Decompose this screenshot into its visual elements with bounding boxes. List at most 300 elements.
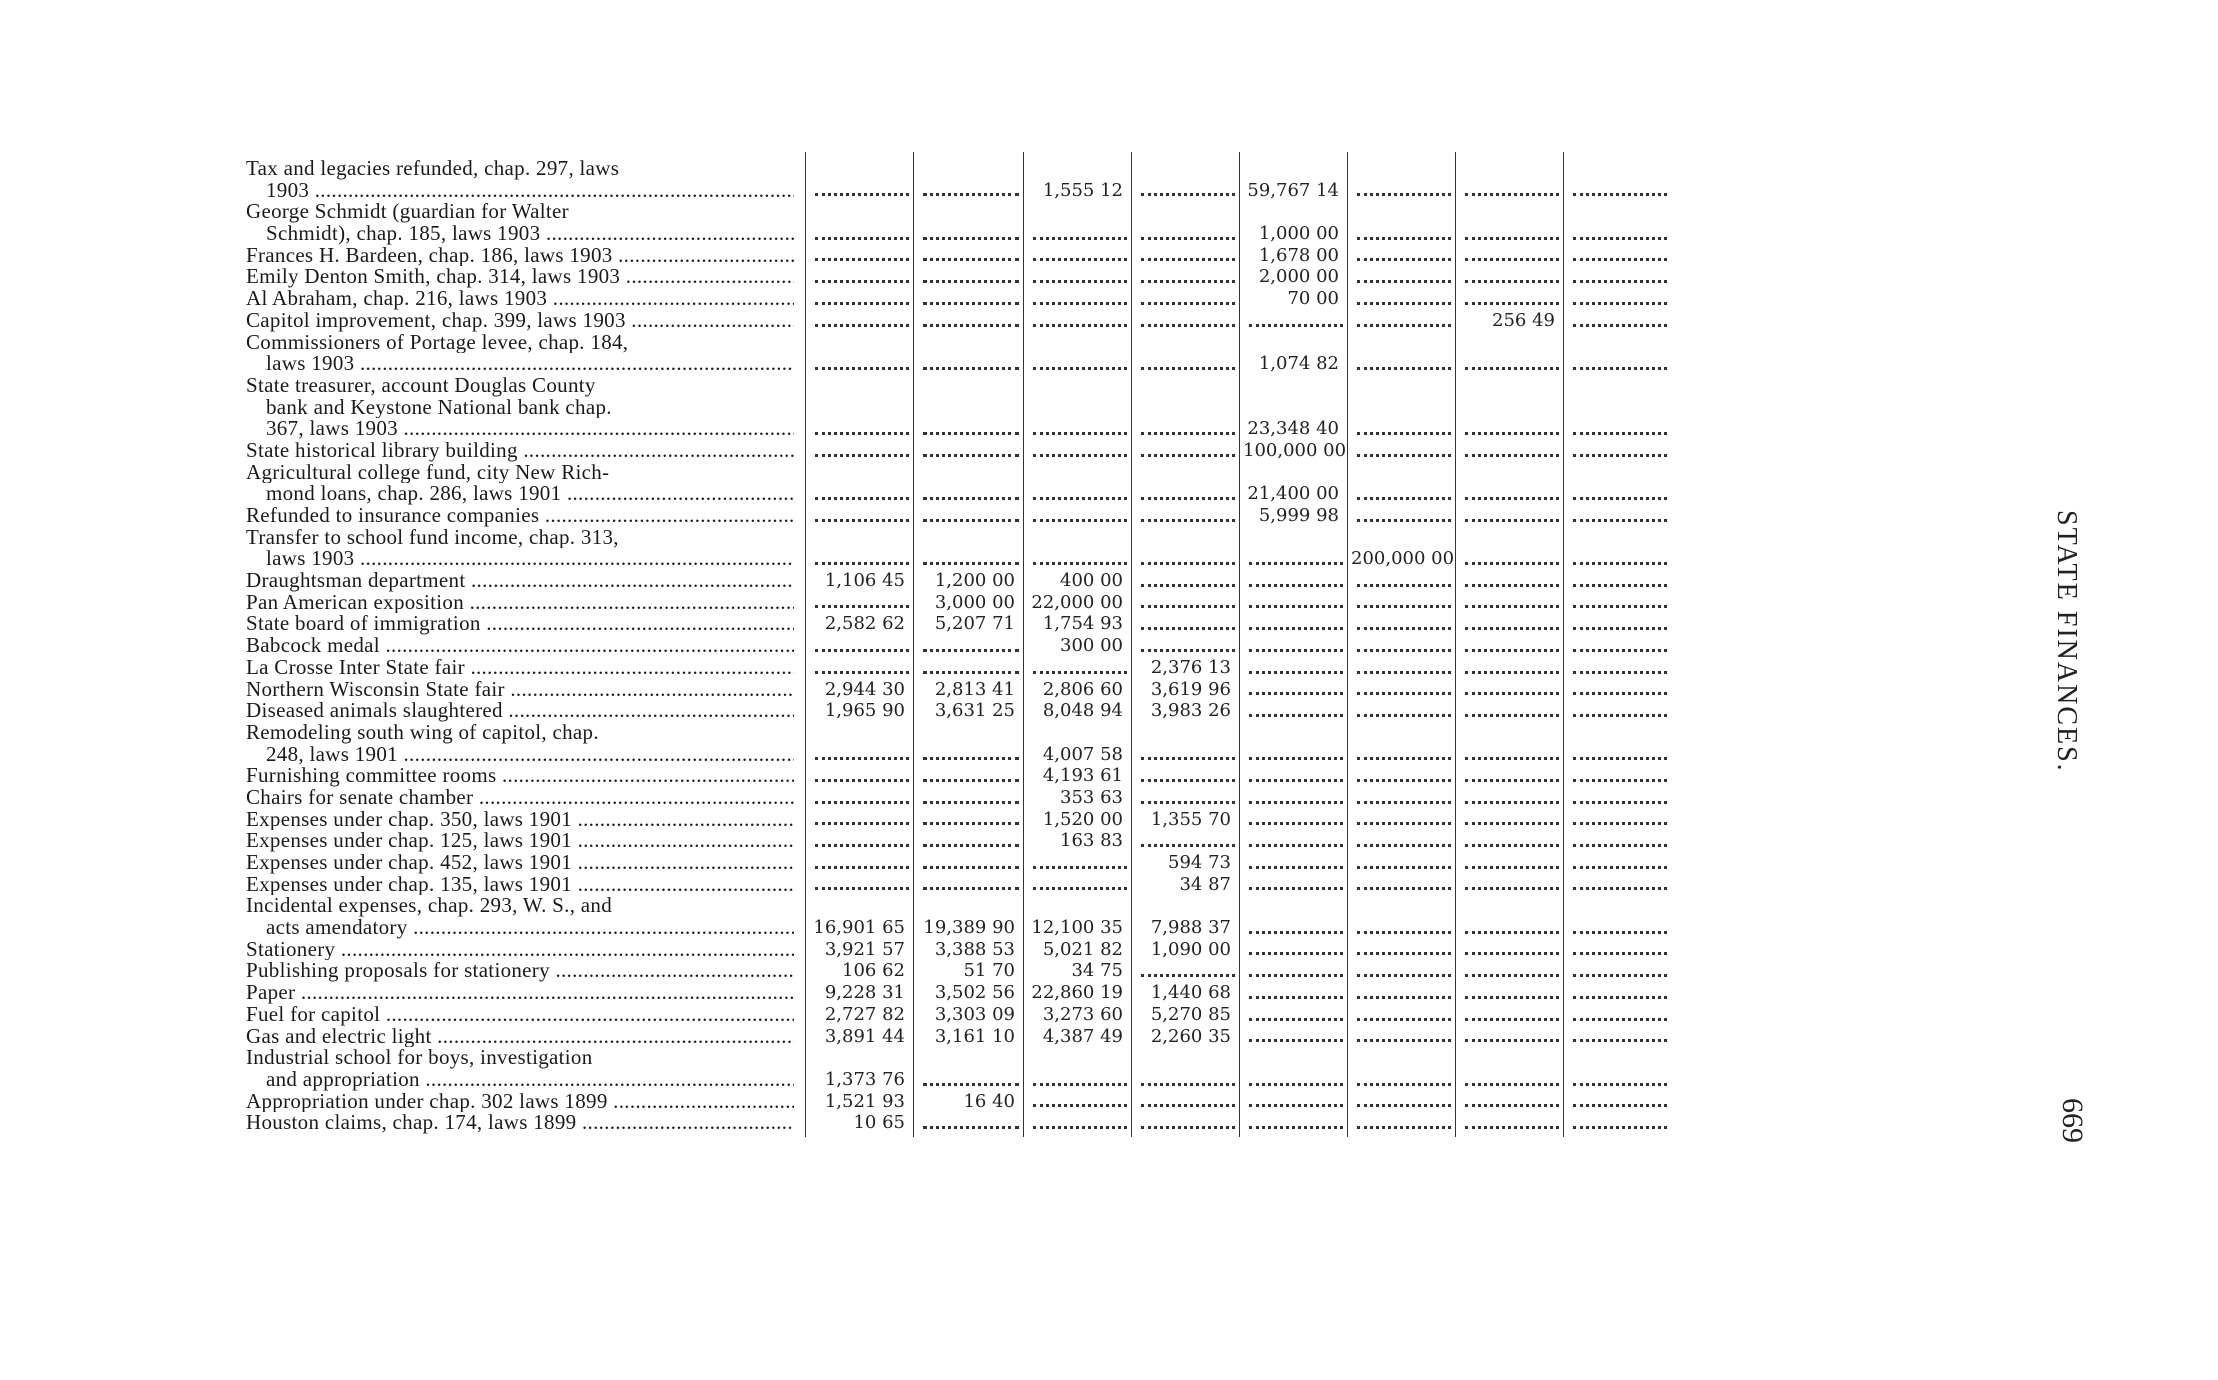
dot-leader: [1351, 613, 1459, 635]
row-label: Al Abraham, chap. 216, laws 1903 .....: [246, 288, 794, 310]
row-label: Frances H. Bardeen, chap. 186, laws 1903 .....: [246, 245, 794, 267]
table-row: [246, 483, 2016, 505]
amount-cell: [1567, 1047, 1675, 1069]
dot-leader: [1027, 440, 1135, 462]
amount-cell: 200,000 00: [1351, 548, 1455, 570]
dot-leader: [1567, 180, 1675, 202]
row-label: Expenses under chap. 350, laws 1901 .....: [246, 809, 794, 831]
table-row: [246, 613, 2016, 635]
amount-cell: [917, 722, 1027, 744]
dot-leader: [1459, 440, 1567, 462]
dot-leader: [917, 874, 1027, 896]
dot-leader: [917, 744, 1027, 766]
amount-cell: [917, 397, 1027, 419]
row-label: Gas and electric light .....: [246, 1026, 794, 1048]
dot-leader: [1135, 1091, 1243, 1113]
dot-leader: [1351, 592, 1459, 614]
row-label: State treasurer, account Douglas County: [246, 374, 596, 397]
dot-leader: [1135, 483, 1243, 505]
table-row: [246, 1026, 2016, 1048]
dot-leader: [1027, 852, 1135, 874]
dot-leader: [809, 353, 917, 375]
amount-cell: [809, 895, 917, 917]
amount-cell: [1027, 462, 1135, 484]
dot-leader: [1243, 1091, 1351, 1113]
table-row: [246, 809, 2016, 831]
amount-cell: 2,727 82: [824, 1003, 905, 1025]
dot-leader: [1567, 809, 1675, 831]
amount-cell: [1027, 201, 1135, 223]
amount-cell: 106 62: [842, 960, 905, 982]
amount-cell: [1243, 397, 1351, 419]
row-label: Fuel for capitol .....: [246, 1004, 794, 1026]
table-row: [246, 548, 2016, 570]
dot-leader: [1459, 570, 1567, 592]
dot-leader: [1459, 765, 1567, 787]
table-row: [246, 657, 2016, 679]
table-row: [246, 332, 2016, 354]
table-row: [246, 895, 2016, 917]
row-label: Diseased animals slaughtered .....: [246, 700, 794, 722]
amount-cell: [809, 397, 917, 419]
amount-cell: 1,090 00: [1150, 938, 1231, 960]
amount-cell: [917, 332, 1027, 354]
dot-leader: [1351, 223, 1459, 245]
amount-cell: [917, 895, 1027, 917]
dot-leader: [1567, 1069, 1675, 1091]
amount-cell: 300 00: [1060, 635, 1123, 657]
amount-cell: 4,387 49: [1042, 1025, 1123, 1047]
amount-cell: 1,754 93: [1042, 613, 1123, 635]
dot-leader: [1459, 657, 1567, 679]
amount-cell: [917, 201, 1027, 223]
amount-cell: 34 87: [1179, 873, 1231, 895]
dot-leader: [1027, 505, 1135, 527]
dot-leader: [809, 440, 917, 462]
dot-leader: [1567, 1004, 1675, 1026]
dot-leader: [1135, 180, 1243, 202]
row-label: Furnishing committee rooms .....: [246, 765, 794, 787]
dot-leader: [1027, 1069, 1135, 1091]
dot-leader: [1135, 635, 1243, 657]
amount-cell: 1,555 12: [1042, 179, 1123, 201]
dot-leader: [1135, 288, 1243, 310]
row-label: Expenses under chap. 125, laws 1901 .....: [246, 830, 794, 852]
amount-cell: 5,207 71: [934, 613, 1015, 635]
amount-cell: [1027, 722, 1135, 744]
amount-cell: [1243, 895, 1351, 917]
amount-cell: 1,074 82: [1258, 353, 1339, 375]
amount-cell: [1567, 375, 1675, 397]
dot-leader: [1567, 874, 1675, 896]
dot-leader: [917, 809, 1027, 831]
amount-cell: [809, 1047, 917, 1069]
amount-cell: 256 49: [1492, 309, 1555, 331]
dot-leader: [1243, 917, 1351, 939]
dot-leader: [1135, 787, 1243, 809]
table-row: [246, 462, 2016, 484]
amount-cell: 3,303 09: [934, 1003, 1015, 1025]
table-row: [246, 1069, 2016, 1091]
dot-leader: [1135, 744, 1243, 766]
amount-cell: [1459, 527, 1567, 549]
dot-leader: [1567, 266, 1675, 288]
row-label: Capitol improvement, chap. 399, laws 1903 .....: [246, 310, 794, 332]
amount-cell: 163 83: [1060, 830, 1123, 852]
amount-cell: [1351, 375, 1459, 397]
dot-leader: [1351, 505, 1459, 527]
dot-leader: [1459, 483, 1567, 505]
dot-leader: [917, 505, 1027, 527]
amount-cell: 353 63: [1060, 786, 1123, 808]
amount-cell: 22,000 00: [1031, 591, 1123, 613]
table-row: [246, 744, 2016, 766]
dot-leader: [1351, 440, 1459, 462]
row-label: Stationery .....: [246, 939, 794, 961]
amount-cell: [1243, 722, 1351, 744]
amount-cell: 1,965 90: [824, 700, 905, 722]
amount-cell: 4,193 61: [1042, 765, 1123, 787]
dot-leader: [1567, 310, 1675, 332]
table-row: [246, 592, 2016, 614]
dot-leader: [1243, 310, 1351, 332]
amount-cell: [1459, 722, 1567, 744]
row-label: and appropriation .....: [246, 1069, 794, 1091]
amount-cell: 10 65: [853, 1112, 905, 1134]
dot-leader: [917, 635, 1027, 657]
amount-cell: 3,273 60: [1042, 1003, 1123, 1025]
dot-leader: [1351, 1004, 1459, 1026]
amount-cell: 19,389 90: [923, 917, 1015, 939]
dot-leader: [1459, 852, 1567, 874]
table-row: [246, 635, 2016, 657]
amount-cell: [1135, 332, 1243, 354]
dot-leader: [1459, 939, 1567, 961]
dot-leader: [1351, 744, 1459, 766]
dot-leader: [1567, 679, 1675, 701]
dot-leader: [1135, 765, 1243, 787]
page-number: 669: [2056, 1098, 2089, 1143]
table-row: [246, 288, 2016, 310]
table-row: [246, 397, 2016, 419]
amount-cell: 1,200 00: [934, 570, 1015, 592]
table-row: [246, 1112, 2016, 1134]
amount-cell: [1567, 158, 1675, 180]
dot-leader: [917, 245, 1027, 267]
row-label: mond loans, chap. 286, laws 1901 .....: [246, 483, 794, 505]
dot-leader: [1135, 1069, 1243, 1091]
table-row: [246, 353, 2016, 375]
dot-leader: [917, 548, 1027, 570]
dot-leader: [809, 223, 917, 245]
amount-cell: [809, 201, 917, 223]
dot-leader: [1459, 679, 1567, 701]
row-label: State board of immigration .....: [246, 613, 794, 635]
dot-leader: [917, 852, 1027, 874]
amount-cell: 2,000 00: [1258, 266, 1339, 288]
running-head: STATE FINANCES.: [2051, 510, 2082, 773]
table-row: [246, 1091, 2016, 1113]
amount-cell: [1351, 158, 1459, 180]
table-row: [246, 852, 2016, 874]
dot-leader: [1567, 1026, 1675, 1048]
dot-leader: [1567, 1091, 1675, 1113]
amount-cell: 59,767 14: [1247, 179, 1339, 201]
amount-cell: [1567, 397, 1675, 419]
amount-cell: 34 75: [1071, 960, 1123, 982]
amount-cell: 7,988 37: [1150, 917, 1231, 939]
dot-leader: [809, 592, 917, 614]
row-label: Babcock medal .....: [246, 635, 794, 657]
amount-cell: [1567, 462, 1675, 484]
row-label: Pan American exposition .....: [246, 592, 794, 614]
dot-leader: [1459, 245, 1567, 267]
amount-cell: [1459, 375, 1567, 397]
dot-leader: [1459, 288, 1567, 310]
dot-leader: [1027, 223, 1135, 245]
dot-leader: [1351, 266, 1459, 288]
dot-leader: [917, 288, 1027, 310]
amount-cell: [809, 722, 917, 744]
dot-leader: [1351, 982, 1459, 1004]
dot-leader: [1351, 483, 1459, 505]
amount-cell: 16 40: [963, 1090, 1015, 1112]
dot-leader: [1027, 245, 1135, 267]
table-row: [246, 158, 2016, 180]
dot-leader: [1567, 353, 1675, 375]
row-label: Incidental expenses, chap. 293, W. S., and: [246, 895, 613, 918]
table-row: [246, 874, 2016, 896]
table-row: [246, 960, 2016, 982]
dot-leader: [1243, 852, 1351, 874]
amount-cell: [917, 462, 1027, 484]
dot-leader: [1243, 765, 1351, 787]
amount-cell: 3,619 96: [1150, 678, 1231, 700]
amount-cell: 8,048 94: [1042, 700, 1123, 722]
dot-leader: [917, 1112, 1027, 1134]
dot-leader: [1027, 483, 1135, 505]
dot-leader: [1459, 809, 1567, 831]
dot-leader: [1135, 592, 1243, 614]
row-label: Houston claims, chap. 174, laws 1899 .....: [246, 1112, 794, 1134]
row-label: laws 1903 .....: [246, 353, 794, 375]
dot-leader: [1135, 266, 1243, 288]
dot-leader: [1567, 657, 1675, 679]
row-label: 1903 .....: [246, 180, 794, 202]
table-row: [246, 917, 2016, 939]
dot-leader: [1351, 700, 1459, 722]
amount-cell: [1567, 527, 1675, 549]
amount-cell: [1135, 375, 1243, 397]
dot-leader: [917, 483, 1027, 505]
amount-cell: 12,100 35: [1031, 917, 1123, 939]
dot-leader: [1135, 548, 1243, 570]
table-row: [246, 266, 2016, 288]
dot-leader: [917, 223, 1027, 245]
dot-leader: [917, 765, 1027, 787]
amount-cell: [1567, 201, 1675, 223]
amount-cell: 3,502 56: [934, 982, 1015, 1004]
dot-leader: [1567, 223, 1675, 245]
table-row: [246, 765, 2016, 787]
amount-cell: 1,678 00: [1258, 244, 1339, 266]
dot-leader: [809, 548, 917, 570]
dot-leader: [1243, 657, 1351, 679]
dot-leader: [1351, 418, 1459, 440]
amount-cell: 2,944 30: [824, 678, 905, 700]
dot-leader: [1459, 592, 1567, 614]
amount-cell: [1459, 397, 1567, 419]
amount-cell: [1027, 895, 1135, 917]
amount-cell: [1351, 895, 1459, 917]
dot-leader: [1243, 592, 1351, 614]
table-row: [246, 375, 2016, 397]
dot-leader: [1459, 1091, 1567, 1113]
table-row: [246, 201, 2016, 223]
amount-cell: 3,983 26: [1150, 700, 1231, 722]
amount-cell: [1351, 397, 1459, 419]
dot-leader: [1459, 1069, 1567, 1091]
dot-leader: [1567, 505, 1675, 527]
amount-cell: [1351, 527, 1459, 549]
amount-cell: 4,007 58: [1042, 743, 1123, 765]
amount-cell: [1243, 527, 1351, 549]
dot-leader: [1027, 418, 1135, 440]
dot-leader: [1027, 1091, 1135, 1113]
dot-leader: [1243, 787, 1351, 809]
dot-leader: [1243, 679, 1351, 701]
dot-leader: [1135, 310, 1243, 332]
dot-leader: [1351, 917, 1459, 939]
dot-leader: [1459, 1026, 1567, 1048]
amount-cell: 5,270 85: [1150, 1003, 1231, 1025]
dot-leader: [1567, 917, 1675, 939]
row-label: Northern Wisconsin State fair .....: [246, 679, 794, 701]
row-label: Appropriation under chap. 302 laws 1899 .....: [246, 1091, 794, 1113]
amount-cell: 100,000 00: [1243, 439, 1347, 461]
row-label: Remodeling south wing of capitol, chap.: [246, 721, 599, 744]
dot-leader: [1351, 245, 1459, 267]
dot-leader: [1351, 353, 1459, 375]
row-label: 248, laws 1901 .....: [246, 744, 794, 766]
dot-leader: [1567, 592, 1675, 614]
table-row: [246, 830, 2016, 852]
dot-leader: [1243, 874, 1351, 896]
dot-leader: [1567, 483, 1675, 505]
row-label: laws 1903 .....: [246, 548, 794, 570]
dot-leader: [1243, 700, 1351, 722]
amount-cell: [1027, 527, 1135, 549]
dot-leader: [1567, 440, 1675, 462]
table-row: [246, 722, 2016, 744]
dot-leader: [1243, 830, 1351, 852]
amount-cell: [917, 375, 1027, 397]
dot-leader: [1135, 418, 1243, 440]
dot-leader: [1459, 613, 1567, 635]
amount-cell: 1,440 68: [1150, 982, 1231, 1004]
amount-cell: 594 73: [1168, 852, 1231, 873]
dot-leader: [1567, 288, 1675, 310]
row-label: George Schmidt (guardian for Walter: [246, 201, 569, 224]
dot-leader: [1243, 570, 1351, 592]
table-row: [246, 527, 2016, 549]
dot-leader: [1351, 180, 1459, 202]
dot-leader: [1459, 917, 1567, 939]
dot-leader: [809, 483, 917, 505]
amount-cell: [809, 462, 917, 484]
dot-leader: [1351, 874, 1459, 896]
amount-cell: 2,376 13: [1150, 656, 1231, 678]
dot-leader: [1351, 310, 1459, 332]
amount-cell: 5,021 82: [1042, 938, 1123, 960]
dot-leader: [1243, 1112, 1351, 1134]
amount-cell: 2,582 62: [824, 613, 905, 635]
amount-cell: 51 70: [963, 960, 1015, 982]
dot-leader: [1351, 765, 1459, 787]
table-row: [246, 679, 2016, 701]
amount-cell: [1459, 462, 1567, 484]
dot-leader: [1135, 353, 1243, 375]
dot-leader: [809, 505, 917, 527]
table-row: [246, 223, 2016, 245]
dot-leader: [1243, 1069, 1351, 1091]
amount-cell: 2,813 41: [934, 678, 1015, 700]
amount-cell: [1567, 722, 1675, 744]
dot-leader: [809, 657, 917, 679]
amount-cell: 3,388 53: [934, 938, 1015, 960]
row-label: Chairs for senate chamber .....: [246, 787, 794, 809]
dot-leader: [1135, 570, 1243, 592]
dot-leader: [1243, 744, 1351, 766]
dot-leader: [1135, 245, 1243, 267]
dot-leader: [1243, 1026, 1351, 1048]
dot-leader: [1027, 657, 1135, 679]
amount-cell: 3,921 57: [824, 938, 905, 960]
dot-leader: [1351, 1112, 1459, 1134]
dot-leader: [809, 765, 917, 787]
dot-leader: [1243, 809, 1351, 831]
table-row: [246, 245, 2016, 267]
ledger-table: [246, 158, 2016, 1134]
dot-leader: [1459, 787, 1567, 809]
dot-leader: [1351, 635, 1459, 657]
dot-leader: [1027, 548, 1135, 570]
dot-leader: [1459, 874, 1567, 896]
dot-leader: [1351, 1069, 1459, 1091]
dot-leader: [917, 266, 1027, 288]
dot-leader: [1567, 787, 1675, 809]
dot-leader: [1567, 1112, 1675, 1134]
row-label: Tax and legacies refunded, chap. 297, laws: [246, 158, 620, 180]
dot-leader: [1351, 657, 1459, 679]
dot-leader: [809, 830, 917, 852]
dot-leader: [1243, 635, 1351, 657]
dot-leader: [1567, 852, 1675, 874]
dot-leader: [1027, 310, 1135, 332]
dot-leader: [1459, 180, 1567, 202]
amount-cell: [1135, 158, 1243, 180]
amount-cell: [1567, 332, 1675, 354]
row-label: Draughtsman department .....: [246, 570, 794, 592]
dot-leader: [1567, 830, 1675, 852]
dot-leader: [1135, 830, 1243, 852]
amount-cell: [917, 1047, 1027, 1069]
dot-leader: [1459, 223, 1567, 245]
amount-cell: [809, 332, 917, 354]
dot-leader: [1351, 679, 1459, 701]
table-row: [246, 505, 2016, 527]
amount-cell: [1135, 895, 1243, 917]
